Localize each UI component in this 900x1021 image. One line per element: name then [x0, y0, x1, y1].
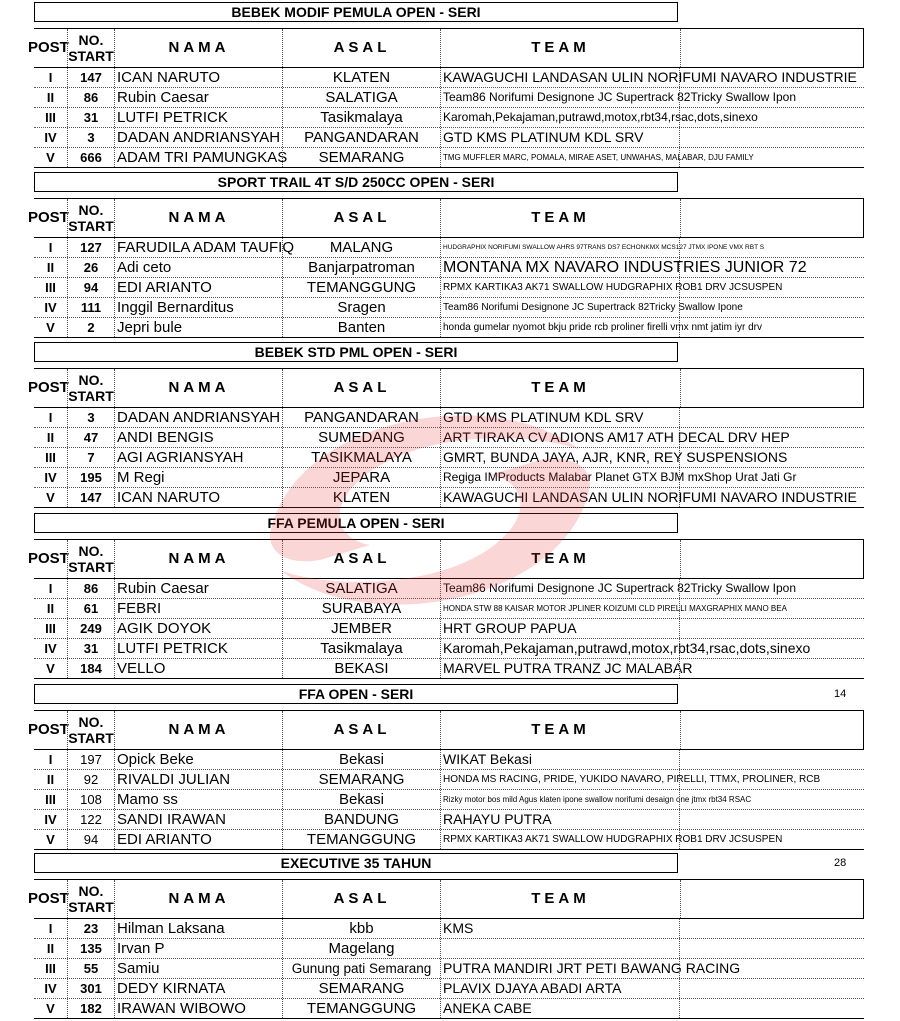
table-row	[34, 770, 864, 790]
header-nama: NAMA	[114, 880, 283, 918]
header-no-start	[67, 29, 114, 67]
section-title: BEBEK MODIF PEMULA OPEN - SERI	[34, 2, 678, 22]
column-divider	[679, 278, 680, 297]
header-asal: ASAL	[282, 711, 441, 749]
column-divider	[679, 448, 680, 467]
team-cell: WIKAT Bekasi	[440, 750, 864, 769]
team-cell: GTD KMS PLATINUM KDL SRV	[440, 408, 864, 427]
start-number-cell: 127	[67, 238, 114, 257]
start-number-cell: 94	[67, 830, 114, 849]
team-cell: MARVEL PUTRA TRANZ JC MALABAR	[440, 659, 864, 678]
header-team: TEAM	[440, 29, 681, 67]
table-row	[34, 128, 864, 148]
team-cell: MONTANA MX NAVARO INDUSTRIES JUNIOR 72	[440, 258, 864, 277]
start-number-cell: 122	[67, 810, 114, 829]
start-number-cell: 195	[67, 468, 114, 487]
header-nama: NAMA	[114, 29, 283, 67]
name-cell: Adi ceto	[114, 258, 282, 277]
pos-cell: V	[46, 832, 55, 847]
pos-cell: II	[46, 941, 55, 956]
name-cell: ICAN NARUTO	[114, 488, 282, 507]
page-number: 28	[834, 857, 847, 869]
column-divider	[679, 639, 680, 658]
table-row	[34, 148, 864, 168]
column-divider	[679, 619, 680, 638]
name-cell: M Regi	[114, 468, 282, 487]
header-no-start	[67, 880, 114, 918]
team-cell: Team86 Norifumi Designone JC Supertrack 82Tricky Swallow Ipone	[440, 298, 864, 317]
header-team: TEAM	[440, 880, 681, 918]
section-title: FFA PEMULA OPEN - SERI	[34, 513, 678, 533]
name-cell: EDI ARIANTO	[114, 278, 282, 297]
name-cell: Mamo ss	[114, 790, 282, 809]
section-title: BEBEK STD PML OPEN - SERI	[34, 342, 678, 362]
table-row	[34, 258, 864, 278]
name-cell: ANDI BENGIS	[114, 428, 282, 447]
origin-cell: SUMEDANG	[282, 428, 440, 447]
start-number-cell: 147	[67, 488, 114, 507]
column-divider	[679, 428, 680, 447]
table-row	[34, 999, 864, 1019]
name-cell: EDI ARIANTO	[114, 830, 282, 849]
pos-cell: III	[45, 621, 56, 636]
team-cell: GTD KMS PLATINUM KDL SRV	[440, 128, 864, 147]
pos-cell: II	[46, 430, 55, 445]
team-cell: TMG MUFFLER MARC, POMALA, MIRAE ASET, UNWAHAS, MALABAR, DJU FAMILY	[440, 148, 864, 167]
start-number-cell: 666	[67, 148, 114, 167]
column-divider	[679, 919, 680, 938]
column-divider	[679, 959, 680, 978]
origin-cell: Magelang	[282, 939, 440, 958]
header-asal: ASAL	[282, 29, 441, 67]
header-no-start	[67, 711, 114, 749]
header-no-line2: START	[68, 48, 114, 64]
column-divider	[679, 579, 680, 598]
header-nama: NAMA	[114, 711, 283, 749]
header-blank	[679, 199, 864, 237]
start-number-cell: 94	[67, 278, 114, 297]
origin-cell: JEPARA	[282, 468, 440, 487]
start-number-cell: 31	[67, 639, 114, 658]
origin-cell: Banten	[282, 318, 440, 337]
table-header	[28, 879, 864, 919]
pos-cell: V	[46, 661, 55, 676]
table-row	[34, 428, 864, 448]
column-divider	[679, 468, 680, 487]
table-row	[34, 659, 864, 679]
origin-cell: BEKASI	[282, 659, 440, 678]
team-cell: ANEKA CABE	[440, 999, 864, 1018]
origin-cell: BANDUNG	[282, 810, 440, 829]
start-number-cell: 147	[67, 68, 114, 87]
team-cell	[440, 939, 864, 958]
column-divider	[679, 68, 680, 87]
header-team: TEAM	[440, 369, 681, 407]
team-cell: KAWAGUCHI LANDASAN ULIN NORIFUMI NAVARO INDUSTRIE	[440, 488, 864, 507]
pos-cell: IV	[44, 641, 57, 656]
origin-cell: KLATEN	[282, 68, 440, 87]
origin-cell: TEMANGGUNG	[282, 830, 440, 849]
column-divider	[679, 298, 680, 317]
origin-cell: Bekasi	[282, 750, 440, 769]
header-no-line1: NO.	[78, 202, 104, 218]
table-header	[28, 198, 864, 238]
column-divider	[679, 830, 680, 849]
column-divider	[679, 979, 680, 998]
table-header	[28, 368, 864, 408]
start-number-cell: 197	[67, 750, 114, 769]
header-asal: ASAL	[282, 369, 441, 407]
origin-cell: Gunung pati Semarang	[282, 959, 440, 978]
header-blank	[679, 29, 864, 67]
team-cell: HUDGRAPHIX NORIFUMI SWALLOW AHRS 97TRANS DS7 ECHONKMX MCS127 JTMX IPONE VMX RBT S	[440, 238, 864, 257]
column-divider	[679, 408, 680, 427]
pos-cell: III	[45, 792, 56, 807]
name-cell: AGI AGRIANSYAH	[114, 448, 282, 467]
table-row	[34, 579, 864, 599]
origin-cell: SALATIGA	[282, 88, 440, 107]
team-cell: HONDA STW 88 KAISAR MOTOR JPLINER KOIZUMI CLD PIRELLI MAXGRAPHIX MANO BEA	[440, 599, 864, 618]
header-asal: ASAL	[282, 880, 441, 918]
header-pos: POST	[28, 39, 69, 56]
column-divider	[679, 238, 680, 257]
start-number-cell: 86	[67, 88, 114, 107]
origin-cell: SEMARANG	[282, 770, 440, 789]
table-row	[34, 298, 864, 318]
team-cell: Karomah,Pekajaman,putrawd,motox,rbt34,rsac,dots,sinexo	[440, 639, 864, 658]
name-cell: DADAN ANDRIANSYAH	[114, 408, 282, 427]
start-number-cell: 184	[67, 659, 114, 678]
name-cell: RIVALDI JULIAN	[114, 770, 282, 789]
start-number-cell: 23	[67, 919, 114, 938]
header-team: TEAM	[440, 711, 681, 749]
pos-cell: I	[48, 921, 53, 936]
column-divider	[679, 750, 680, 769]
name-cell: Opick Beke	[114, 750, 282, 769]
table-row	[34, 318, 864, 338]
name-cell: VELLO	[114, 659, 282, 678]
name-cell: FARUDILA ADAM TAUFIQ	[114, 238, 282, 257]
name-cell: Hilman Laksana	[114, 919, 282, 938]
table-row	[34, 790, 864, 810]
team-cell: KAWAGUCHI LANDASAN ULIN NORIFUMI NAVARO INDUSTRIE	[440, 68, 864, 87]
start-number-cell: 92	[67, 770, 114, 789]
table-row	[34, 919, 864, 939]
pos-cell: V	[46, 490, 55, 505]
origin-cell: TEMANGGUNG	[282, 278, 440, 297]
team-cell: KMS	[440, 919, 864, 938]
name-cell: LUTFI PETRICK	[114, 639, 282, 658]
origin-cell: MALANG	[282, 238, 440, 257]
start-number-cell: 108	[67, 790, 114, 809]
start-number-cell: 3	[67, 128, 114, 147]
start-number-cell: 31	[67, 108, 114, 127]
origin-cell: Tasikmalaya	[282, 639, 440, 658]
table-row	[34, 599, 864, 619]
header-nama: NAMA	[114, 199, 283, 237]
column-divider	[679, 810, 680, 829]
column-divider	[679, 659, 680, 678]
start-number-cell: 26	[67, 258, 114, 277]
pos-cell: I	[48, 240, 53, 255]
table-row	[34, 408, 864, 428]
start-number-cell: 249	[67, 619, 114, 638]
pos-cell: IV	[44, 812, 57, 827]
pos-cell: I	[48, 70, 53, 85]
table-row	[34, 88, 864, 108]
column-divider	[679, 488, 680, 507]
column-divider	[679, 790, 680, 809]
pos-cell: II	[46, 90, 55, 105]
origin-cell: Banjarpatroman	[282, 258, 440, 277]
pos-cell: II	[46, 772, 55, 787]
origin-cell: kbb	[282, 919, 440, 938]
name-cell: Rubin Caesar	[114, 579, 282, 598]
origin-cell: SALATIGA	[282, 579, 440, 598]
pos-cell: IV	[44, 130, 57, 145]
pos-cell: V	[46, 1001, 55, 1016]
table-row	[34, 830, 864, 850]
table-header	[28, 710, 864, 750]
page-number: 14	[834, 688, 847, 700]
column-divider	[679, 939, 680, 958]
table-row	[34, 468, 864, 488]
origin-cell: PANGANDARAN	[282, 408, 440, 427]
header-blank	[679, 711, 864, 749]
origin-cell: Sragen	[282, 298, 440, 317]
table-row	[34, 959, 864, 979]
team-cell: honda gumelar nyomot bkju pride rcb proliner firelli vmx nmt jatim iyr drv	[440, 318, 864, 337]
header-team: TEAM	[440, 540, 681, 578]
name-cell: ADAM TRI PAMUNGKAS	[114, 148, 282, 167]
name-cell: DADAN ANDRIANSYAH	[114, 128, 282, 147]
pos-cell: I	[48, 752, 53, 767]
header-pos: POST	[28, 209, 69, 226]
header-no-line2: START	[68, 388, 114, 404]
pos-cell: IV	[44, 470, 57, 485]
origin-cell: Bekasi	[282, 790, 440, 809]
start-number-cell: 61	[67, 599, 114, 618]
column-divider	[679, 770, 680, 789]
team-cell: HONDA MS RACING, PRIDE, YUKIDO NAVARO, PIRELLI, TTMX, PROLINER, RCB	[440, 770, 864, 789]
team-cell: RAHAYU PUTRA	[440, 810, 864, 829]
column-divider	[679, 258, 680, 277]
table-row	[34, 68, 864, 88]
header-pos: POST	[28, 379, 69, 396]
table-row	[34, 488, 864, 508]
origin-cell: TEMANGGUNG	[282, 999, 440, 1018]
start-number-cell: 135	[67, 939, 114, 958]
name-cell: IRAWAN WIBOWO	[114, 999, 282, 1018]
pos-cell: III	[45, 450, 56, 465]
name-cell: Inggil Bernarditus	[114, 298, 282, 317]
header-team: TEAM	[440, 199, 681, 237]
name-cell: Jepri bule	[114, 318, 282, 337]
header-asal: ASAL	[282, 199, 441, 237]
header-nama: NAMA	[114, 369, 283, 407]
header-blank	[679, 369, 864, 407]
origin-cell: Tasikmalaya	[282, 108, 440, 127]
start-number-cell: 2	[67, 318, 114, 337]
start-number-cell: 3	[67, 408, 114, 427]
header-no-line1: NO.	[78, 883, 104, 899]
team-cell: Team86 Norifumi Designone JC Supertrack 82Tricky Swallow Ipon	[440, 88, 864, 107]
pos-cell: IV	[44, 981, 57, 996]
header-nama: NAMA	[114, 540, 283, 578]
name-cell: Samiu	[114, 959, 282, 978]
pos-cell: II	[46, 601, 55, 616]
team-cell: RPMX KARTIKA3 AK71 SWALLOW HUDGRAPHIX ROB1 DRV JCSUSPEN	[440, 830, 864, 849]
header-pos: POST	[28, 550, 69, 567]
pos-cell: V	[46, 320, 55, 335]
name-cell: SANDI IRAWAN	[114, 810, 282, 829]
header-no-line1: NO.	[78, 543, 104, 559]
start-number-cell: 182	[67, 999, 114, 1018]
team-cell: PLAVIX DJAYA ABADI ARTA	[440, 979, 864, 998]
origin-cell: JEMBER	[282, 619, 440, 638]
header-no-line1: NO.	[78, 714, 104, 730]
start-number-cell: 301	[67, 979, 114, 998]
table-row	[34, 750, 864, 770]
table-row	[34, 448, 864, 468]
section-title: FFA OPEN - SERI	[34, 684, 678, 704]
team-cell: HRT GROUP PAPUA	[440, 619, 864, 638]
origin-cell: SEMARANG	[282, 148, 440, 167]
header-no-start	[67, 540, 114, 578]
table-row	[34, 619, 864, 639]
pos-cell: III	[45, 110, 56, 125]
header-pos: POST	[28, 721, 69, 738]
table-row	[34, 939, 864, 959]
start-number-cell: 47	[67, 428, 114, 447]
header-no-line2: START	[68, 559, 114, 575]
header-no-line2: START	[68, 730, 114, 746]
origin-cell: TASIKMALAYA	[282, 448, 440, 467]
table-header	[28, 539, 864, 579]
start-number-cell: 7	[67, 448, 114, 467]
header-asal: ASAL	[282, 540, 441, 578]
name-cell: Irvan P	[114, 939, 282, 958]
origin-cell: SEMARANG	[282, 979, 440, 998]
pos-cell: V	[46, 150, 55, 165]
column-divider	[679, 999, 680, 1018]
team-cell: Regiga IMProducts Malabar Planet GTX BJM mxShop Urat Jati Gr	[440, 468, 864, 487]
origin-cell: SURABAYA	[282, 599, 440, 618]
pos-cell: IV	[44, 300, 57, 315]
section-title: SPORT TRAIL 4T S/D 250CC OPEN - SERI	[34, 172, 678, 192]
column-divider	[679, 108, 680, 127]
team-cell: PUTRA MANDIRI JRT PETI BAWANG RACING	[440, 959, 864, 978]
header-blank	[679, 880, 864, 918]
header-no-line1: NO.	[78, 372, 104, 388]
header-no-line1: NO.	[78, 32, 104, 48]
column-divider	[679, 318, 680, 337]
column-divider	[679, 599, 680, 618]
pos-cell: III	[45, 961, 56, 976]
name-cell: AGIK DOYOK	[114, 619, 282, 638]
pos-cell: I	[48, 581, 53, 596]
header-no-start	[67, 199, 114, 237]
pos-cell: III	[45, 280, 56, 295]
header-pos: POST	[28, 890, 69, 907]
team-cell: RPMX KARTIKA3 AK71 SWALLOW HUDGRAPHIX ROB1 DRV JCSUSPEN	[440, 278, 864, 297]
team-cell: Team86 Norifumi Designone JC Supertrack 82Tricky Swallow Ipon	[440, 579, 864, 598]
table-row	[34, 639, 864, 659]
team-cell: ART TIRAKA CV ADIONS AM17 ATH DECAL DRV HEP	[440, 428, 864, 447]
header-blank	[679, 540, 864, 578]
section-title: EXECUTIVE 35 TAHUN	[34, 853, 678, 873]
start-number-cell: 111	[67, 298, 114, 317]
table-row	[34, 108, 864, 128]
team-cell: Karomah,Pekajaman,putrawd,motox,rbt34,rsac,dots,sinexo	[440, 108, 864, 127]
team-cell: GMRT, BUNDA JAYA, AJR, KNR, REY SUSPENSIONS	[440, 448, 864, 467]
column-divider	[679, 128, 680, 147]
start-number-cell: 86	[67, 579, 114, 598]
origin-cell: KLATEN	[282, 488, 440, 507]
name-cell: DEDY KIRNATA	[114, 979, 282, 998]
header-no-line2: START	[68, 899, 114, 915]
table-row	[34, 238, 864, 258]
name-cell: FEBRI	[114, 599, 282, 618]
column-divider	[679, 88, 680, 107]
table-header	[28, 28, 864, 68]
column-divider	[679, 148, 680, 167]
pos-cell: I	[48, 410, 53, 425]
pos-cell: II	[46, 260, 55, 275]
name-cell: LUTFI PETRICK	[114, 108, 282, 127]
team-cell: Rizky motor bos mild Agus klaten ipone swallow norifumi desaign one jtmx rbt34 RSAC	[440, 790, 864, 809]
header-no-start	[67, 369, 114, 407]
table-row	[34, 810, 864, 830]
name-cell: Rubin Caesar	[114, 88, 282, 107]
name-cell: ICAN NARUTO	[114, 68, 282, 87]
start-number-cell: 55	[67, 959, 114, 978]
origin-cell: PANGANDARAN	[282, 128, 440, 147]
header-no-line2: START	[68, 218, 114, 234]
table-row	[34, 979, 864, 999]
table-row	[34, 278, 864, 298]
